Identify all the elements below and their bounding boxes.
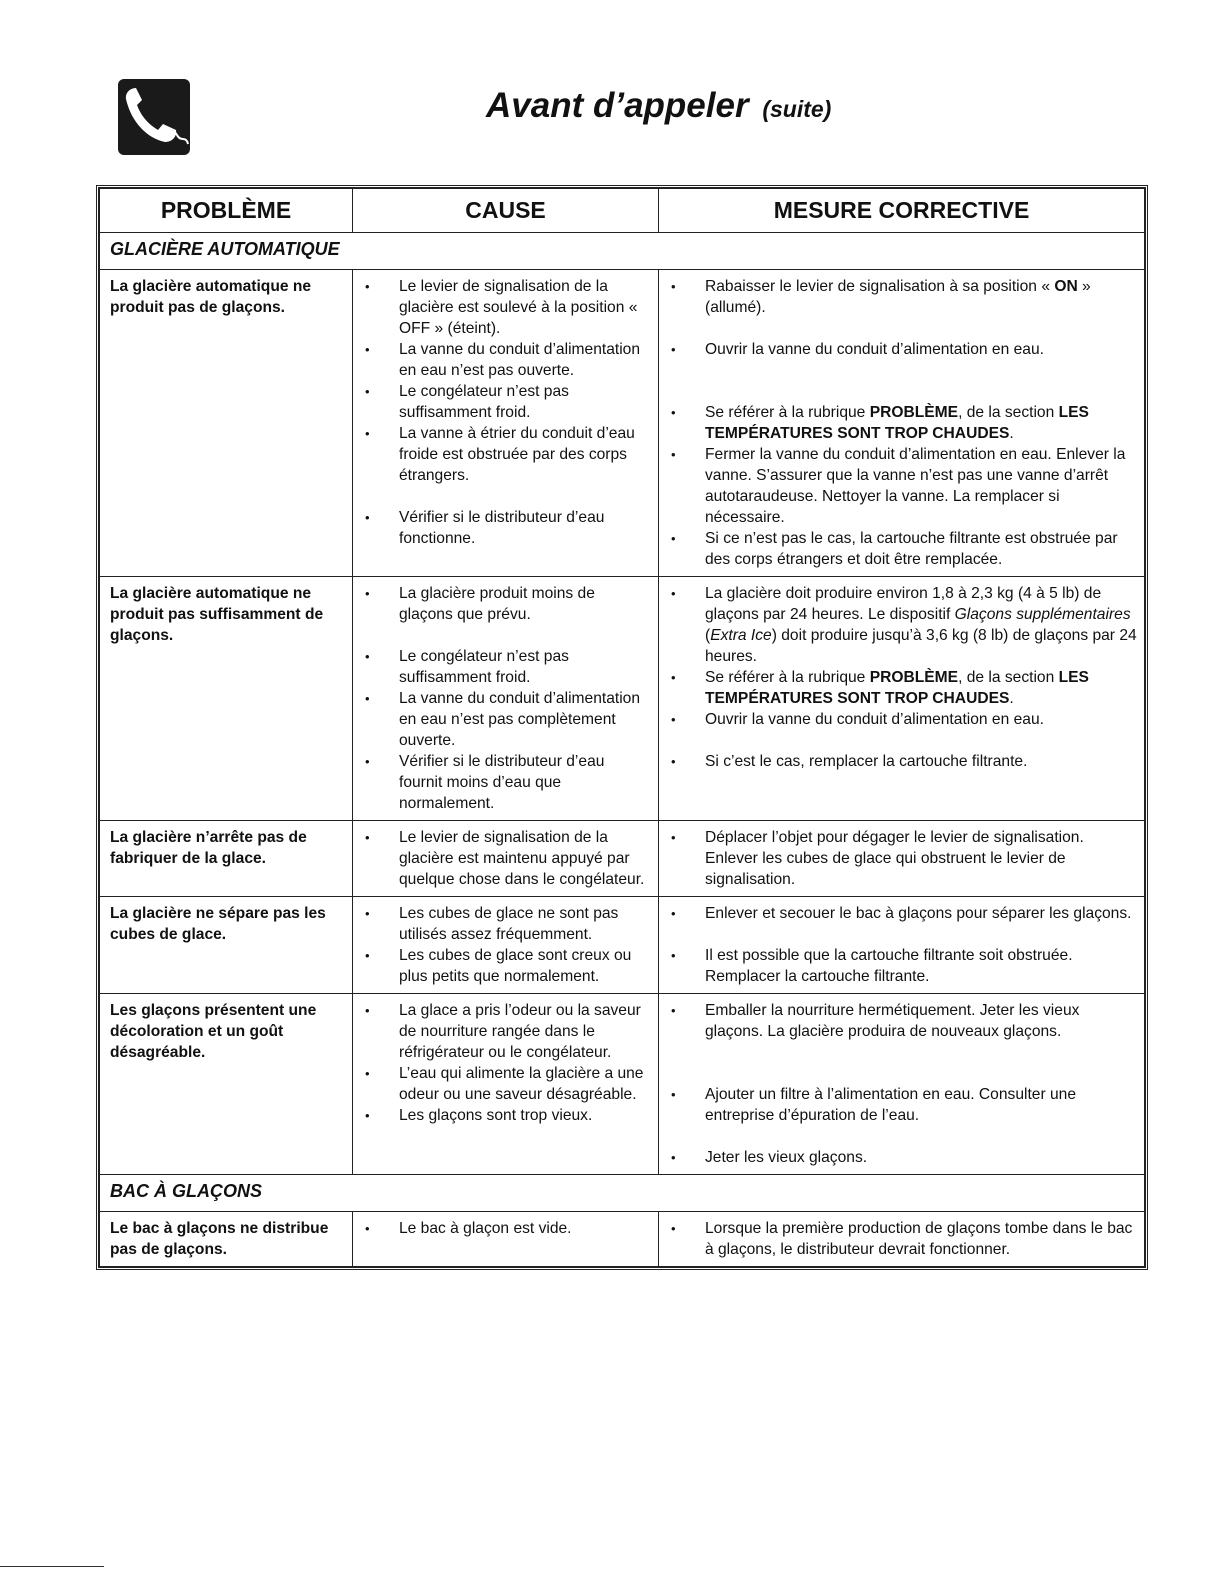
- cause-item: • La vanne à étrier du conduit d’eau froide est obstruée par des corps étrangers.: [363, 423, 652, 486]
- title-suffix: (suite): [762, 96, 832, 122]
- table-row: [100, 1212, 1145, 1267]
- cause-item: • La glacière produit moins de glaçons que prévu.: [363, 583, 652, 625]
- cause-item: • Vérifier si le distributeur d’eau fonctionne.: [363, 507, 652, 549]
- solution-item: • Rabaisser le levier de signalisation à sa position « ON » (allumé).: [669, 276, 1138, 318]
- solution-cell: [659, 994, 1145, 1175]
- table-row: [100, 270, 1145, 577]
- cause-item: • Le congélateur n’est pas suffisamment froid.: [363, 646, 652, 688]
- solution-item: • Si ce n’est pas le cas, la cartouche filtrante est obstruée par des corps étrangers et doit être remplacée.: [669, 528, 1138, 570]
- cause-item: • Les glaçons sont trop vieux.: [363, 1105, 652, 1126]
- solution-item: • Emballer la nourriture hermétiquement. Jeter les vieux glaçons. La glacière produira de nouveaux glaçons.: [669, 1000, 1138, 1042]
- cause-item: • La vanne du conduit d’alimentation en eau n’est pas complètement ouverte.: [363, 688, 652, 751]
- table-header-row: [100, 189, 1145, 233]
- solution-item: • Lorsque la première production de glaçons tombe dans le bac à glaçons, le distributeur devrait fonctionner.: [669, 1218, 1138, 1260]
- cause-item: • Les cubes de glace sont creux ou plus petits que normalement.: [363, 945, 652, 987]
- cause-cell: [353, 270, 659, 577]
- cause-item: • La vanne du conduit d’alimentation en eau n’est pas ouverte.: [363, 339, 652, 381]
- cause-cell: [353, 821, 659, 897]
- cause-cell: [353, 1212, 659, 1267]
- solution-item: • Ajouter un filtre à l’alimentation en eau. Consulter une entreprise d’épuration de l’eau.: [669, 1084, 1138, 1126]
- troubleshooting-table: [96, 185, 1148, 1270]
- column-header-mesure: MESURE CORRECTIVE: [659, 189, 1145, 233]
- cause-item: • Le levier de signalisation de la glacière est soulevé à la position « OFF » (éteint).: [363, 276, 652, 339]
- column-header-probleme: PROBLÈME: [100, 189, 353, 233]
- cause-item: • La glace a pris l’odeur ou la saveur de nourriture rangée dans le réfrigérateur ou le congélateur.: [363, 1000, 652, 1063]
- solution-cell: [659, 897, 1145, 994]
- section-row-glaciere: [100, 233, 1145, 270]
- cause-cell: [353, 897, 659, 994]
- solution-item: • Si c’est le cas, remplacer la cartouche filtrante.: [669, 751, 1138, 772]
- table-row: [100, 897, 1145, 994]
- page-title: [486, 86, 831, 126]
- problem-cell: La glacière n’arrête pas de fabriquer de la glace.: [100, 821, 353, 897]
- problem-cell: La glacière ne sépare pas les cubes de glace.: [100, 897, 353, 994]
- column-header-cause: CAUSE: [353, 189, 659, 233]
- solution-cell: [659, 1212, 1145, 1267]
- problem-cell: Le bac à glaçons ne distribue pas de glaçons.: [100, 1212, 353, 1267]
- table-row: [100, 821, 1145, 897]
- cause-item: • Vérifier si le distributeur d’eau fournit moins d’eau que normalement.: [363, 751, 652, 814]
- problem-cell: La glacière automatique ne produit pas suffisamment de glaçons.: [100, 577, 353, 821]
- phone-icon: [118, 79, 190, 155]
- solution-item: • Ouvrir la vanne du conduit d’alimentation en eau.: [669, 339, 1138, 360]
- solution-item: • Ouvrir la vanne du conduit d’alimentation en eau.: [669, 709, 1138, 730]
- cause-cell: [353, 994, 659, 1175]
- cause-item: • Les cubes de glace ne sont pas utilisés assez fréquemment.: [363, 903, 652, 945]
- solution-cell: [659, 270, 1145, 577]
- solution-item: • Se référer à la rubrique PROBLÈME, de la section LES TEMPÉRATURES SONT TROP CHAUDES.: [669, 667, 1138, 709]
- cause-item: • L’eau qui alimente la glacière a une odeur ou une saveur désagréable.: [363, 1063, 652, 1105]
- solution-item: • Il est possible que la cartouche filtrante soit obstruée. Remplacer la cartouche filtrante.: [669, 945, 1138, 987]
- cause-item: • Le congélateur n’est pas suffisamment froid.: [363, 381, 652, 423]
- solution-item: • La glacière doit produire environ 1,8 à 2,3 kg (4 à 5 lb) de glaçons par 24 heures. Le dispositif Glaçons supplémentaires (Extra Ice) doit produire jusqu’à 3,6 kg (8 lb) de glaçons par 24 heures.: [669, 583, 1138, 667]
- section-title: BAC À GLAÇONS: [100, 1175, 1145, 1212]
- solution-item: • Jeter les vieux glaçons.: [669, 1147, 1138, 1168]
- solution-cell: [659, 577, 1145, 821]
- table-row: [100, 994, 1145, 1175]
- solution-item: • Fermer la vanne du conduit d’alimentation en eau. Enlever la vanne. S’assurer que la vanne n’est pas une vanne d’arrêt autotaraudeuse. Nettoyer la vanne. La remplacer si nécessaire.: [669, 444, 1138, 528]
- solution-item: • Se référer à la rubrique PROBLÈME, de la section LES TEMPÉRATURES SONT TROP CHAUDES.: [669, 402, 1138, 444]
- section-title: GLACIÈRE AUTOMATIQUE: [100, 233, 1145, 270]
- cause-cell: [353, 577, 659, 821]
- footer-rule: [0, 1566, 104, 1567]
- solution-item: • Déplacer l’objet pour dégager le levier de signalisation. Enlever les cubes de glace qui obstruent le levier de signalisation.: [669, 827, 1138, 890]
- solution-cell: [659, 821, 1145, 897]
- title-main: Avant d’appeler: [486, 86, 749, 125]
- solution-item: • Enlever et secouer le bac à glaçons pour séparer les glaçons.: [669, 903, 1138, 924]
- problem-cell: Les glaçons présentent une décoloration et un goût désagréable.: [100, 994, 353, 1175]
- problem-cell: La glacière automatique ne produit pas de glaçons.: [100, 270, 353, 577]
- cause-item: • Le levier de signalisation de la glacière est maintenu appuyé par quelque chose dans le congélateur.: [363, 827, 652, 890]
- cause-item: • Le bac à glaçon est vide.: [363, 1218, 652, 1239]
- table-row: [100, 577, 1145, 821]
- section-row-bac: [100, 1175, 1145, 1212]
